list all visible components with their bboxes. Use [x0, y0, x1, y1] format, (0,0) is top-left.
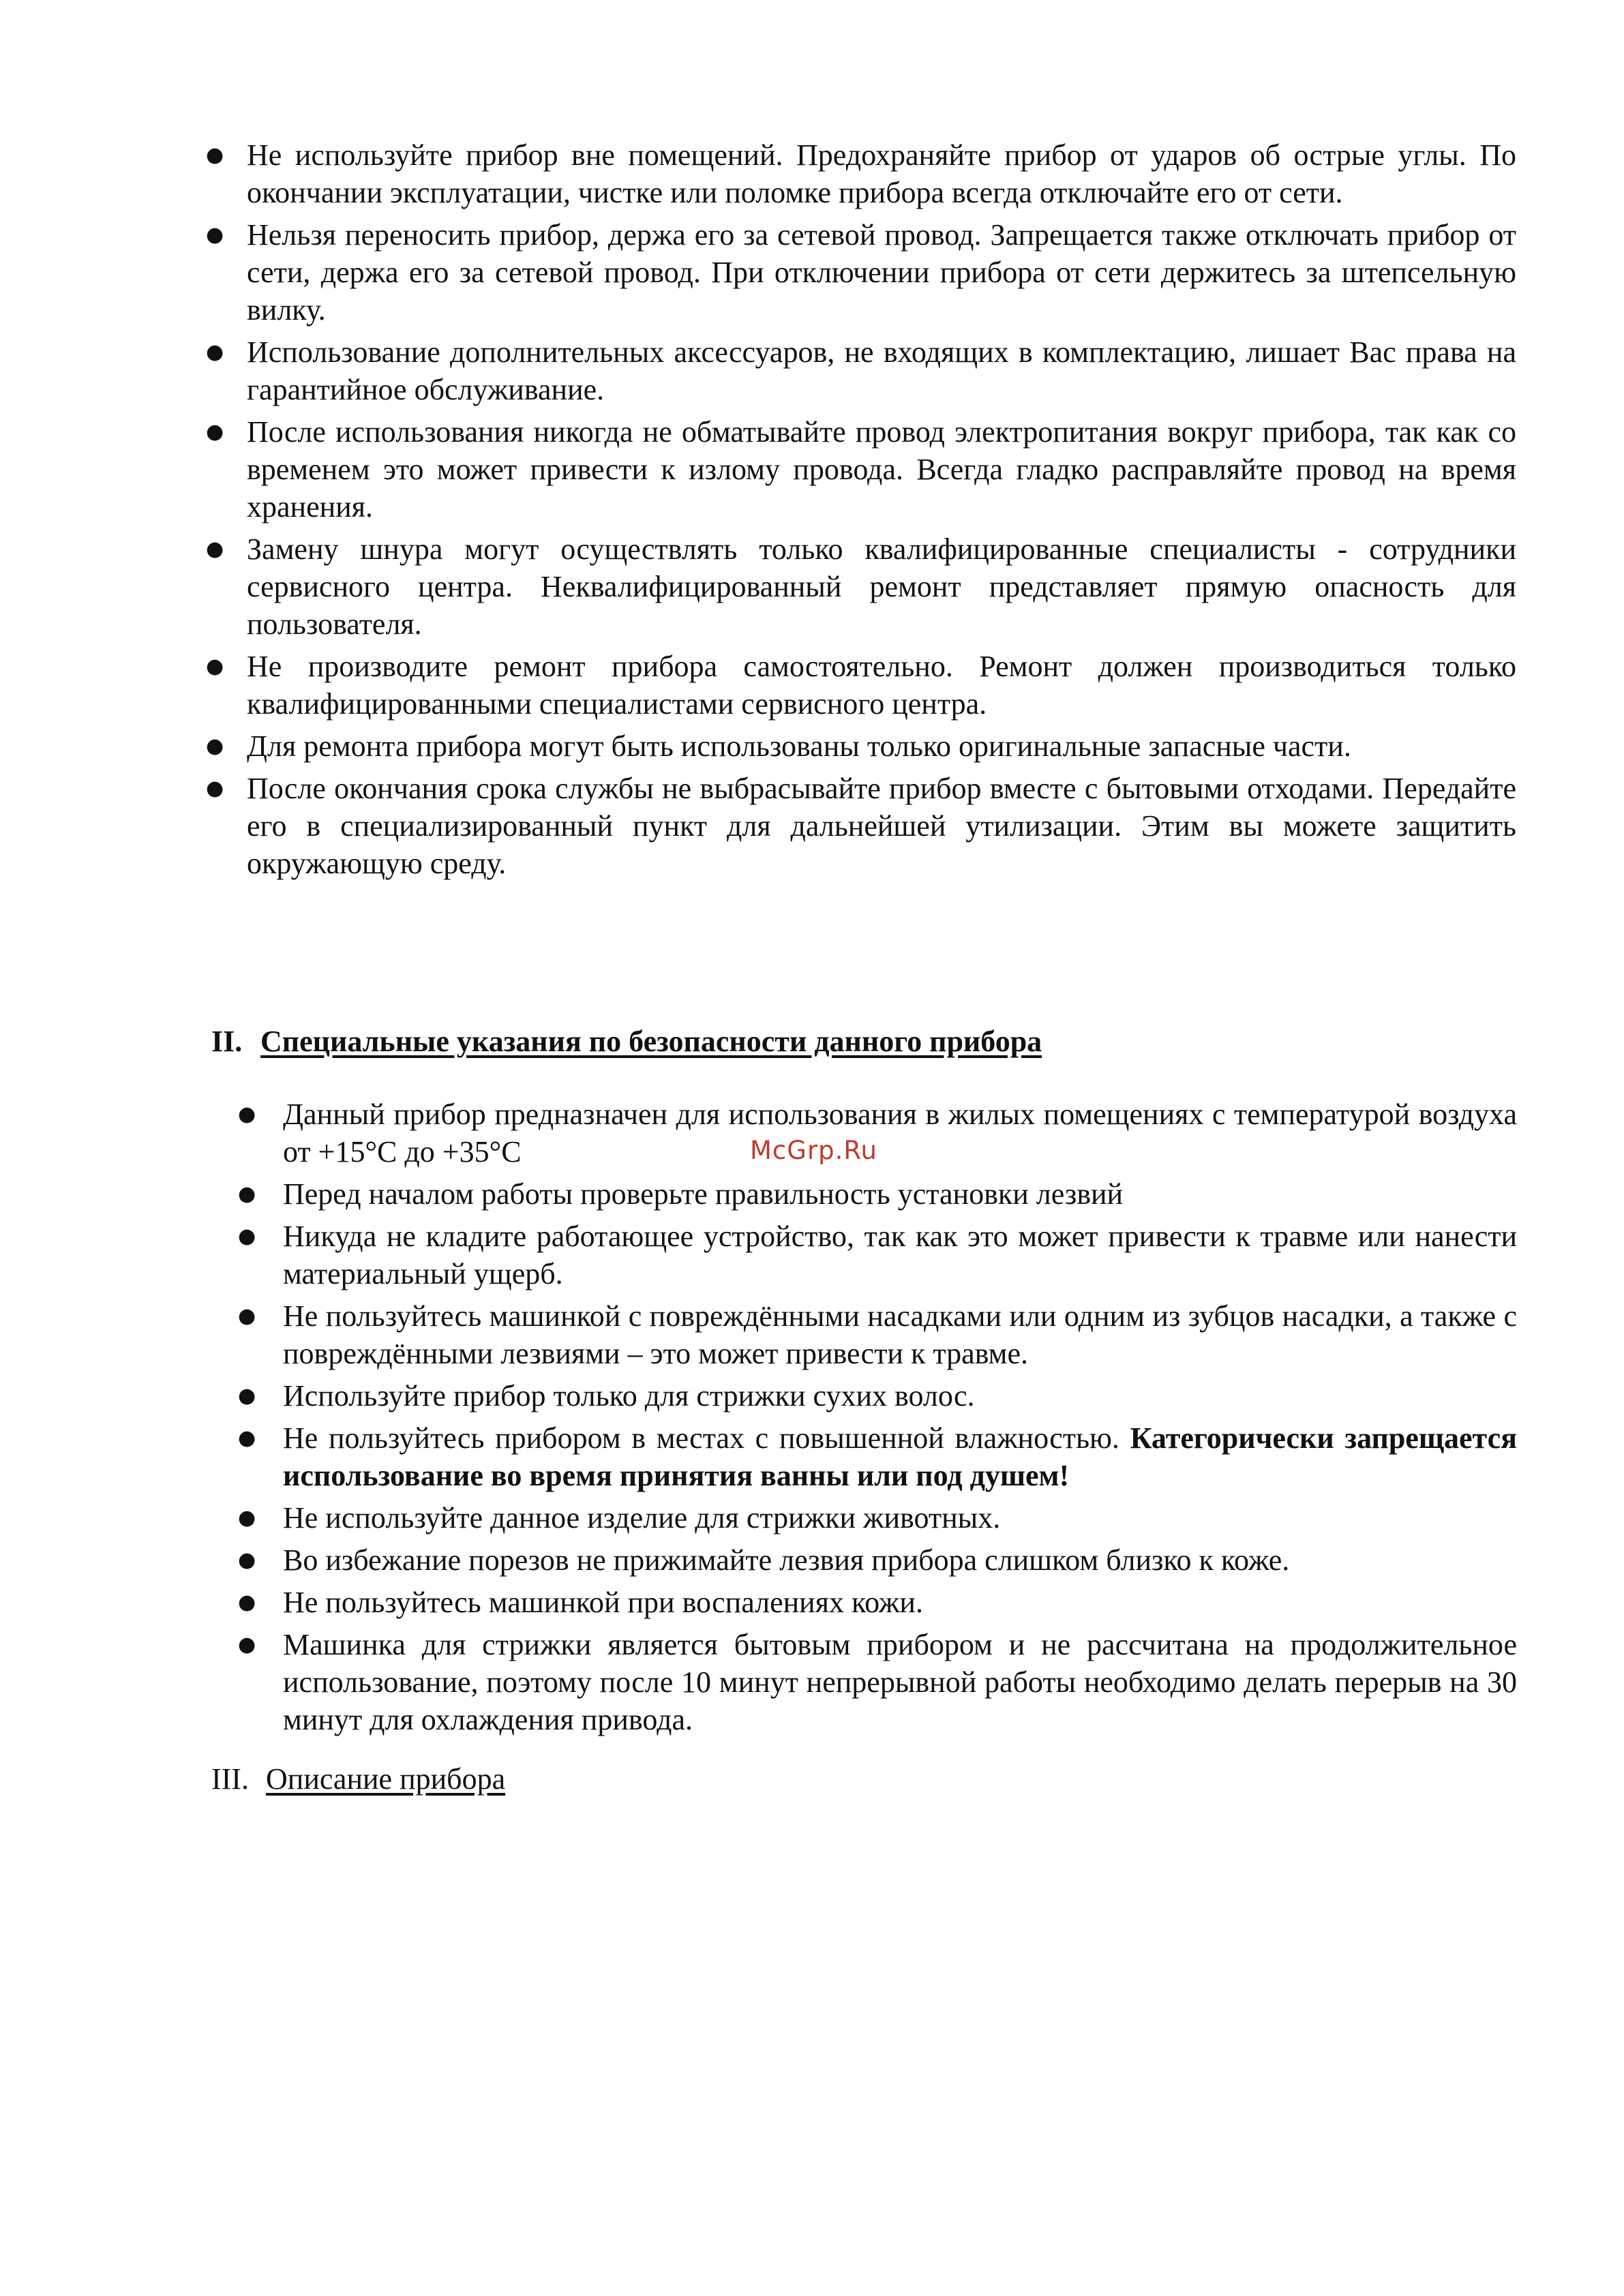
bullet-icon — [206, 136, 224, 174]
list-item — [283, 1499, 1517, 1537]
bullet-icon — [238, 1096, 256, 1133]
section-number: III. — [211, 1762, 249, 1796]
bullet-icon — [206, 413, 224, 451]
list-item-text: Не производите ремонт прибора самостоятельно. Ремонт должен производиться только квалифицированными специалистами сервисного центра. — [247, 650, 1516, 721]
bullet-icon — [206, 727, 224, 765]
bullet-icon — [206, 530, 224, 568]
list-item — [283, 1584, 1517, 1621]
list-item-bold-warning: Категорически запрещается использование во время принятия ванны или под душем! — [283, 1421, 1517, 1492]
list-item — [283, 1377, 1517, 1415]
list-item-text: Не используйте данное изделие для стрижки животных. — [283, 1501, 1001, 1535]
list-item — [247, 727, 1516, 765]
bullet-icon — [238, 1584, 256, 1621]
section-title: Описание прибора — [266, 1762, 506, 1796]
list-item-text: Используйте прибор только для стрижки сухих волос. — [283, 1379, 975, 1413]
list-item — [283, 1626, 1517, 1738]
safety-list-device — [283, 1096, 1517, 1743]
list-item-text: Использование дополнительных аксессуаров, не входящих в комплектацию, лишает Вас права на гарантийное обслуживание. — [247, 335, 1516, 406]
list-item-text: Не пользуйтесь прибором в местах с повышенной влажностью. — [283, 1421, 1130, 1455]
list-item — [283, 1175, 1517, 1213]
list-item-text: Не используйте прибор вне помещений. Предохраняйте прибор от ударов об острые углы. По окончании эксплуатации, чистке или поломке прибора всегда отключайте его от сети. — [247, 138, 1516, 209]
section-heading-device-description — [211, 1760, 505, 1798]
list-item — [283, 1096, 1517, 1170]
list-item-text: Замену шнура могут осуществлять только квалифицированные специалисты - сотрудники сервисного центра. Неквалифицированный ремонт представляет прямую опасность для пользователя. — [247, 532, 1516, 641]
list-item — [247, 413, 1516, 526]
bullet-icon — [238, 1626, 256, 1663]
watermark: McGrp.Ru — [750, 1136, 877, 1165]
list-item-text: Не пользуйтесь машинкой при воспалениях кожи. — [283, 1586, 923, 1619]
list-item — [247, 530, 1516, 643]
bullet-icon — [206, 770, 224, 807]
list-item — [247, 136, 1516, 211]
bullet-icon — [238, 1297, 256, 1335]
bullet-icon — [206, 333, 224, 371]
list-item-text: Перед началом работы проверьте правильность установки лезвий — [283, 1177, 1124, 1211]
list-item-text: Нельзя переносить прибор, держа его за сетевой провод. Запрещается также отключать прибор от сети, держа его за сетевой провод. При отключении прибора от сети держитесь за штепсельную вилку. — [247, 218, 1516, 327]
list-item — [247, 770, 1516, 882]
section-number: II. — [211, 1025, 243, 1058]
list-item — [247, 333, 1516, 408]
section-heading-special-safety — [211, 1023, 1042, 1060]
bullet-icon — [238, 1377, 256, 1415]
list-item — [283, 1419, 1517, 1494]
bullet-icon — [238, 1419, 256, 1457]
bullet-icon — [238, 1175, 256, 1213]
list-item-text: Данный прибор предназначен для использования в жилых помещениях с температурой воздуха от +15°C до +35°C — [283, 1098, 1517, 1168]
bullet-icon — [238, 1499, 256, 1537]
list-item-text: После окончания срока службы не выбрасывайте прибор вместе с бытовыми отходами. Передайте его в специализированный пункт для дальнейшей утилизации. Этим вы можете защитить окружающую среду. — [247, 772, 1516, 880]
bullet-icon — [238, 1541, 256, 1579]
list-item — [283, 1218, 1517, 1293]
list-item-text: Машинка для стрижки является бытовым прибором и не рассчитана на продолжительное использование, поэтому после 10 минут непрерывной работы необходимо делать перерыв на 30 минут для охлаждения привода. — [283, 1628, 1517, 1736]
safety-list-general — [247, 136, 1516, 887]
section-title: Специальные указания по безопасности данного прибора — [260, 1025, 1042, 1058]
list-item — [247, 648, 1516, 723]
list-item — [247, 216, 1516, 329]
list-item-text: Никуда не кладите работающее устройство, так как это может привести к травме или нанести материальный ущерб. — [283, 1220, 1517, 1290]
list-item-text: Во избежание порезов не прижимайте лезвия прибора слишком близко к коже. — [283, 1543, 1290, 1577]
bullet-icon — [206, 216, 224, 254]
list-item-text: После использования никогда не обматывайте провод электропитания вокруг прибора, так как со временем это может привести к излому провода. Всегда гладко расправляйте провод на время хранения. — [247, 415, 1516, 524]
list-item — [283, 1541, 1517, 1579]
bullet-icon — [206, 648, 224, 685]
list-item-text: Не пользуйтесь машинкой с повреждёнными насадками или одним из зубцов насадки, а также с повреждёнными лезвиями – это может привести к травме. — [283, 1299, 1517, 1370]
list-item — [283, 1297, 1517, 1372]
bullet-icon — [238, 1218, 256, 1255]
list-item-text: Для ремонта прибора могут быть использованы только оригинальные запасные части. — [247, 729, 1351, 763]
